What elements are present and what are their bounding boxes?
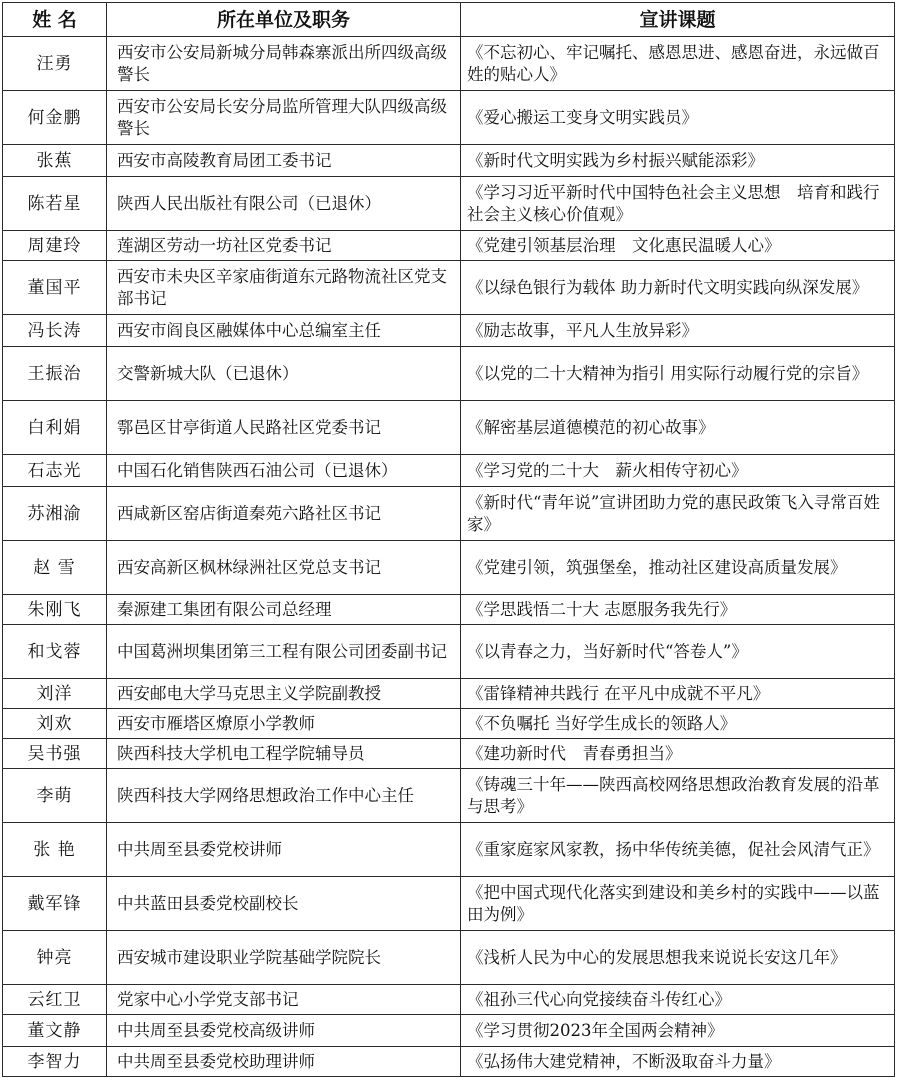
unit-cell: 中共周至县委党校讲师	[107, 823, 461, 877]
name-cell: 李萌	[3, 769, 107, 823]
table-row	[3, 541, 895, 595]
topic-cell: 《学习贯彻2023年全国两会精神》	[461, 1015, 895, 1047]
topic-cell: 《以党的二十大精神为指引 用实际行动履行党的宗旨》	[461, 347, 895, 401]
unit-cell: 西安城市建设职业学院基础学院院长	[107, 931, 461, 985]
unit-cell: 陕西科技大学网络思想政治工作中心主任	[107, 769, 461, 823]
table-row	[3, 261, 895, 315]
table-row	[3, 1015, 895, 1047]
topic-cell: 《雷锋精神共践行 在平凡中成就不平凡》	[461, 679, 895, 709]
topic-cell: 《以青春之力，当好新时代“答卷人”》	[461, 625, 895, 679]
table-row	[3, 487, 895, 541]
table-row	[3, 145, 895, 177]
unit-cell: 中国石化销售陕西石油公司（已退休）	[107, 455, 461, 487]
table-row	[3, 231, 895, 261]
name-cell: 汪勇	[3, 37, 107, 91]
table-row	[3, 37, 895, 91]
table-row	[3, 455, 895, 487]
unit-cell: 中共周至县委党校高级讲师	[107, 1015, 461, 1047]
table-row	[3, 709, 895, 739]
speakers-table	[2, 2, 895, 1077]
unit-cell: 莲湖区劳动一坊社区党委书记	[107, 231, 461, 261]
unit-cell: 西安市阎良区融媒体中心总编室主任	[107, 315, 461, 347]
unit-cell: 西安市雁塔区燎原小学教师	[107, 709, 461, 739]
name-cell: 张 艳	[3, 823, 107, 877]
topic-cell: 《解密基层道德模范的初心故事》	[461, 401, 895, 455]
table-row	[3, 595, 895, 625]
table-row	[3, 931, 895, 985]
name-cell: 周建玲	[3, 231, 107, 261]
unit-cell: 西安市公安局长安分局监所管理大队四级高级警长	[107, 91, 461, 145]
table-row	[3, 823, 895, 877]
name-cell: 钟亮	[3, 931, 107, 985]
table-row	[3, 315, 895, 347]
topic-cell: 《以绿色银行为载体 助力新时代文明实践向纵深发展》	[461, 261, 895, 315]
unit-cell: 西安市未央区辛家庙街道东元路物流社区党支部书记	[107, 261, 461, 315]
name-cell: 白利娟	[3, 401, 107, 455]
unit-cell: 西安市公安局新城分局韩森寨派出所四级高级警长	[107, 37, 461, 91]
topic-cell: 《祖孙三代心向党接续奋斗传红心》	[461, 985, 895, 1015]
topic-cell: 《浅析人民为中心的发展思想我来说说长安这几年》	[461, 931, 895, 985]
topic-cell: 《学习习近平新时代中国特色社会主义思想 培育和践行社会主义核心价值观》	[461, 177, 895, 231]
name-cell: 张蕉	[3, 145, 107, 177]
table-header-row	[3, 3, 895, 37]
topic-cell: 《不忘初心、牢记嘱托、感恩思进、感恩奋进，永远做百姓的贴心人》	[461, 37, 895, 91]
unit-cell: 西咸新区窑店街道秦苑六路社区书记	[107, 487, 461, 541]
topic-cell: 《爱心搬运工变身文明实践员》	[461, 91, 895, 145]
name-cell: 刘洋	[3, 679, 107, 709]
header-topic: 宣讲课题	[461, 3, 895, 37]
topic-cell: 《不负嘱托 当好学生成长的领路人》	[461, 709, 895, 739]
name-cell: 云红卫	[3, 985, 107, 1015]
topic-cell: 《重家庭家风家教，扬中华传统美德，促社会风清气正》	[461, 823, 895, 877]
header-name: 姓 名	[3, 3, 107, 37]
topic-cell: 《弘扬伟大建党精神，不断汲取奋斗力量》	[461, 1047, 895, 1077]
name-cell: 何金鹏	[3, 91, 107, 145]
name-cell: 陈若星	[3, 177, 107, 231]
table-row	[3, 1047, 895, 1077]
unit-cell: 陕西科技大学机电工程学院辅导员	[107, 739, 461, 769]
name-cell: 吴书强	[3, 739, 107, 769]
table-row	[3, 985, 895, 1015]
name-cell: 戴军锋	[3, 877, 107, 931]
name-cell: 石志光	[3, 455, 107, 487]
table-row	[3, 877, 895, 931]
topic-cell: 《学思践悟二十大 志愿服务我先行》	[461, 595, 895, 625]
name-cell: 李智力	[3, 1047, 107, 1077]
table-row	[3, 739, 895, 769]
table-row	[3, 91, 895, 145]
unit-cell: 陕西人民出版社有限公司（已退休）	[107, 177, 461, 231]
unit-cell: 中国葛洲坝集团第三工程有限公司团委副书记	[107, 625, 461, 679]
table-body	[3, 37, 895, 1077]
name-cell: 冯长涛	[3, 315, 107, 347]
unit-cell: 交警新城大队（已退休）	[107, 347, 461, 401]
topic-cell: 《励志故事，平凡人生放异彩》	[461, 315, 895, 347]
unit-cell: 秦源建工集团有限公司总经理	[107, 595, 461, 625]
unit-cell: 党家中心小学党支部书记	[107, 985, 461, 1015]
unit-cell: 中共周至县委党校助理讲师	[107, 1047, 461, 1077]
table-row	[3, 401, 895, 455]
table-row	[3, 769, 895, 823]
name-cell: 王振治	[3, 347, 107, 401]
table-row	[3, 177, 895, 231]
unit-cell: 西安市高陵教育局团工委书记	[107, 145, 461, 177]
header-unit: 所在单位及职务	[107, 3, 461, 37]
unit-cell: 西安高新区枫林绿洲社区党总支书记	[107, 541, 461, 595]
name-cell: 刘欢	[3, 709, 107, 739]
unit-cell: 鄠邑区甘亭街道人民路社区党委书记	[107, 401, 461, 455]
name-cell: 朱刚飞	[3, 595, 107, 625]
topic-cell: 《新时代“青年说”宣讲团助力党的惠民政策飞入寻常百姓家》	[461, 487, 895, 541]
unit-cell: 西安邮电大学马克思主义学院副教授	[107, 679, 461, 709]
topic-cell: 《党建引领基层治理 文化惠民温暖人心》	[461, 231, 895, 261]
name-cell: 和戈蓉	[3, 625, 107, 679]
topic-cell: 《学习党的二十大 薪火相传守初心》	[461, 455, 895, 487]
table-row	[3, 625, 895, 679]
name-cell: 苏湘渝	[3, 487, 107, 541]
topic-cell: 《把中国式现代化落实到建设和美乡村的实践中——以蓝田为例》	[461, 877, 895, 931]
table-row	[3, 679, 895, 709]
table-row	[3, 347, 895, 401]
unit-cell: 中共蓝田县委党校副校长	[107, 877, 461, 931]
name-cell: 董国平	[3, 261, 107, 315]
topic-cell: 《党建引领，筑强堡垒，推动社区建设高质量发展》	[461, 541, 895, 595]
topic-cell: 《建功新时代 青春勇担当》	[461, 739, 895, 769]
topic-cell: 《新时代文明实践为乡村振兴赋能添彩》	[461, 145, 895, 177]
name-cell: 赵 雪	[3, 541, 107, 595]
topic-cell: 《铸魂三十年——陕西高校网络思想政治教育发展的沿革与思考》	[461, 769, 895, 823]
name-cell: 董文静	[3, 1015, 107, 1047]
